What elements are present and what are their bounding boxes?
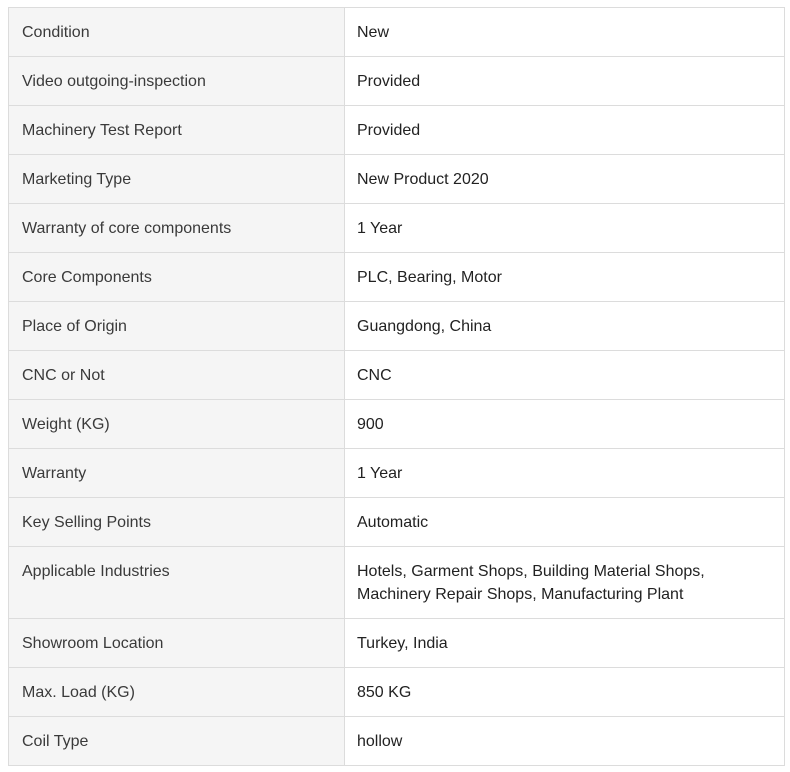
spec-row-marketing-type — [9, 155, 785, 204]
spec-label: Place of Origin — [9, 302, 345, 351]
spec-value — [345, 498, 785, 547]
spec-value — [345, 547, 785, 619]
spec-value-text: CNC — [357, 367, 392, 384]
spec-label: Machinery Test Report — [9, 106, 345, 155]
spec-value-text: 850 KG — [357, 684, 412, 701]
spec-value — [345, 204, 785, 253]
spec-row-key-selling-points — [9, 498, 785, 547]
spec-value-text: Provided — [357, 73, 421, 90]
spec-row-max-load — [9, 668, 785, 717]
spec-label: Core Components — [9, 253, 345, 302]
spec-value — [345, 8, 785, 57]
spec-value-text: Machinery Repair Shops, Manufacturing Plant — [357, 586, 684, 603]
spec-row-cnc-or-not — [9, 351, 785, 400]
spec-value-text: 1 Year — [357, 220, 403, 237]
spec-label: Applicable Industries — [9, 547, 345, 619]
product-spec-table — [8, 7, 785, 766]
spec-row-place-of-origin — [9, 302, 785, 351]
spec-value-text: 1 Year — [357, 465, 403, 482]
spec-label: Key Selling Points — [9, 498, 345, 547]
spec-value — [345, 351, 785, 400]
spec-label: Coil Type — [9, 717, 345, 766]
spec-label: Marketing Type — [9, 155, 345, 204]
spec-row-weight — [9, 400, 785, 449]
spec-label: CNC or Not — [9, 351, 345, 400]
spec-value — [345, 106, 785, 155]
spec-value-text: hollow — [357, 733, 403, 750]
spec-value-text: Turkey, India — [357, 635, 448, 652]
spec-value — [345, 717, 785, 766]
spec-value-text: Automatic — [357, 514, 429, 531]
spec-value-text: 900 — [357, 416, 384, 433]
spec-label: Weight (KG) — [9, 400, 345, 449]
spec-label: Video outgoing-inspection — [9, 57, 345, 106]
spec-label: Max. Load (KG) — [9, 668, 345, 717]
spec-label: Showroom Location — [9, 619, 345, 668]
spec-value-text: PLC, Bearing, Motor — [357, 269, 502, 286]
spec-value — [345, 57, 785, 106]
spec-value — [345, 619, 785, 668]
spec-row-machinery-test-report — [9, 106, 785, 155]
spec-value — [345, 449, 785, 498]
spec-row-applicable-industries — [9, 547, 785, 619]
spec-value-text: New Product 2020 — [357, 171, 489, 188]
spec-row-warranty — [9, 449, 785, 498]
spec-row-condition — [9, 8, 785, 57]
spec-row-core-components — [9, 253, 785, 302]
spec-value — [345, 400, 785, 449]
spec-row-warranty-core-components — [9, 204, 785, 253]
spec-row-coil-type — [9, 717, 785, 766]
spec-row-video-outgoing-inspection — [9, 57, 785, 106]
spec-value-text: Hotels, Garment Shops, Building Material Shops, — [357, 563, 705, 580]
spec-value — [345, 302, 785, 351]
spec-label: Condition — [9, 8, 345, 57]
spec-value-text: Provided — [357, 122, 421, 139]
spec-value — [345, 253, 785, 302]
spec-value-text: Guangdong, China — [357, 318, 492, 335]
spec-label: Warranty of core components — [9, 204, 345, 253]
spec-label: Warranty — [9, 449, 345, 498]
spec-value-text: New — [357, 24, 390, 41]
spec-value — [345, 668, 785, 717]
spec-value — [345, 155, 785, 204]
spec-row-showroom-location — [9, 619, 785, 668]
